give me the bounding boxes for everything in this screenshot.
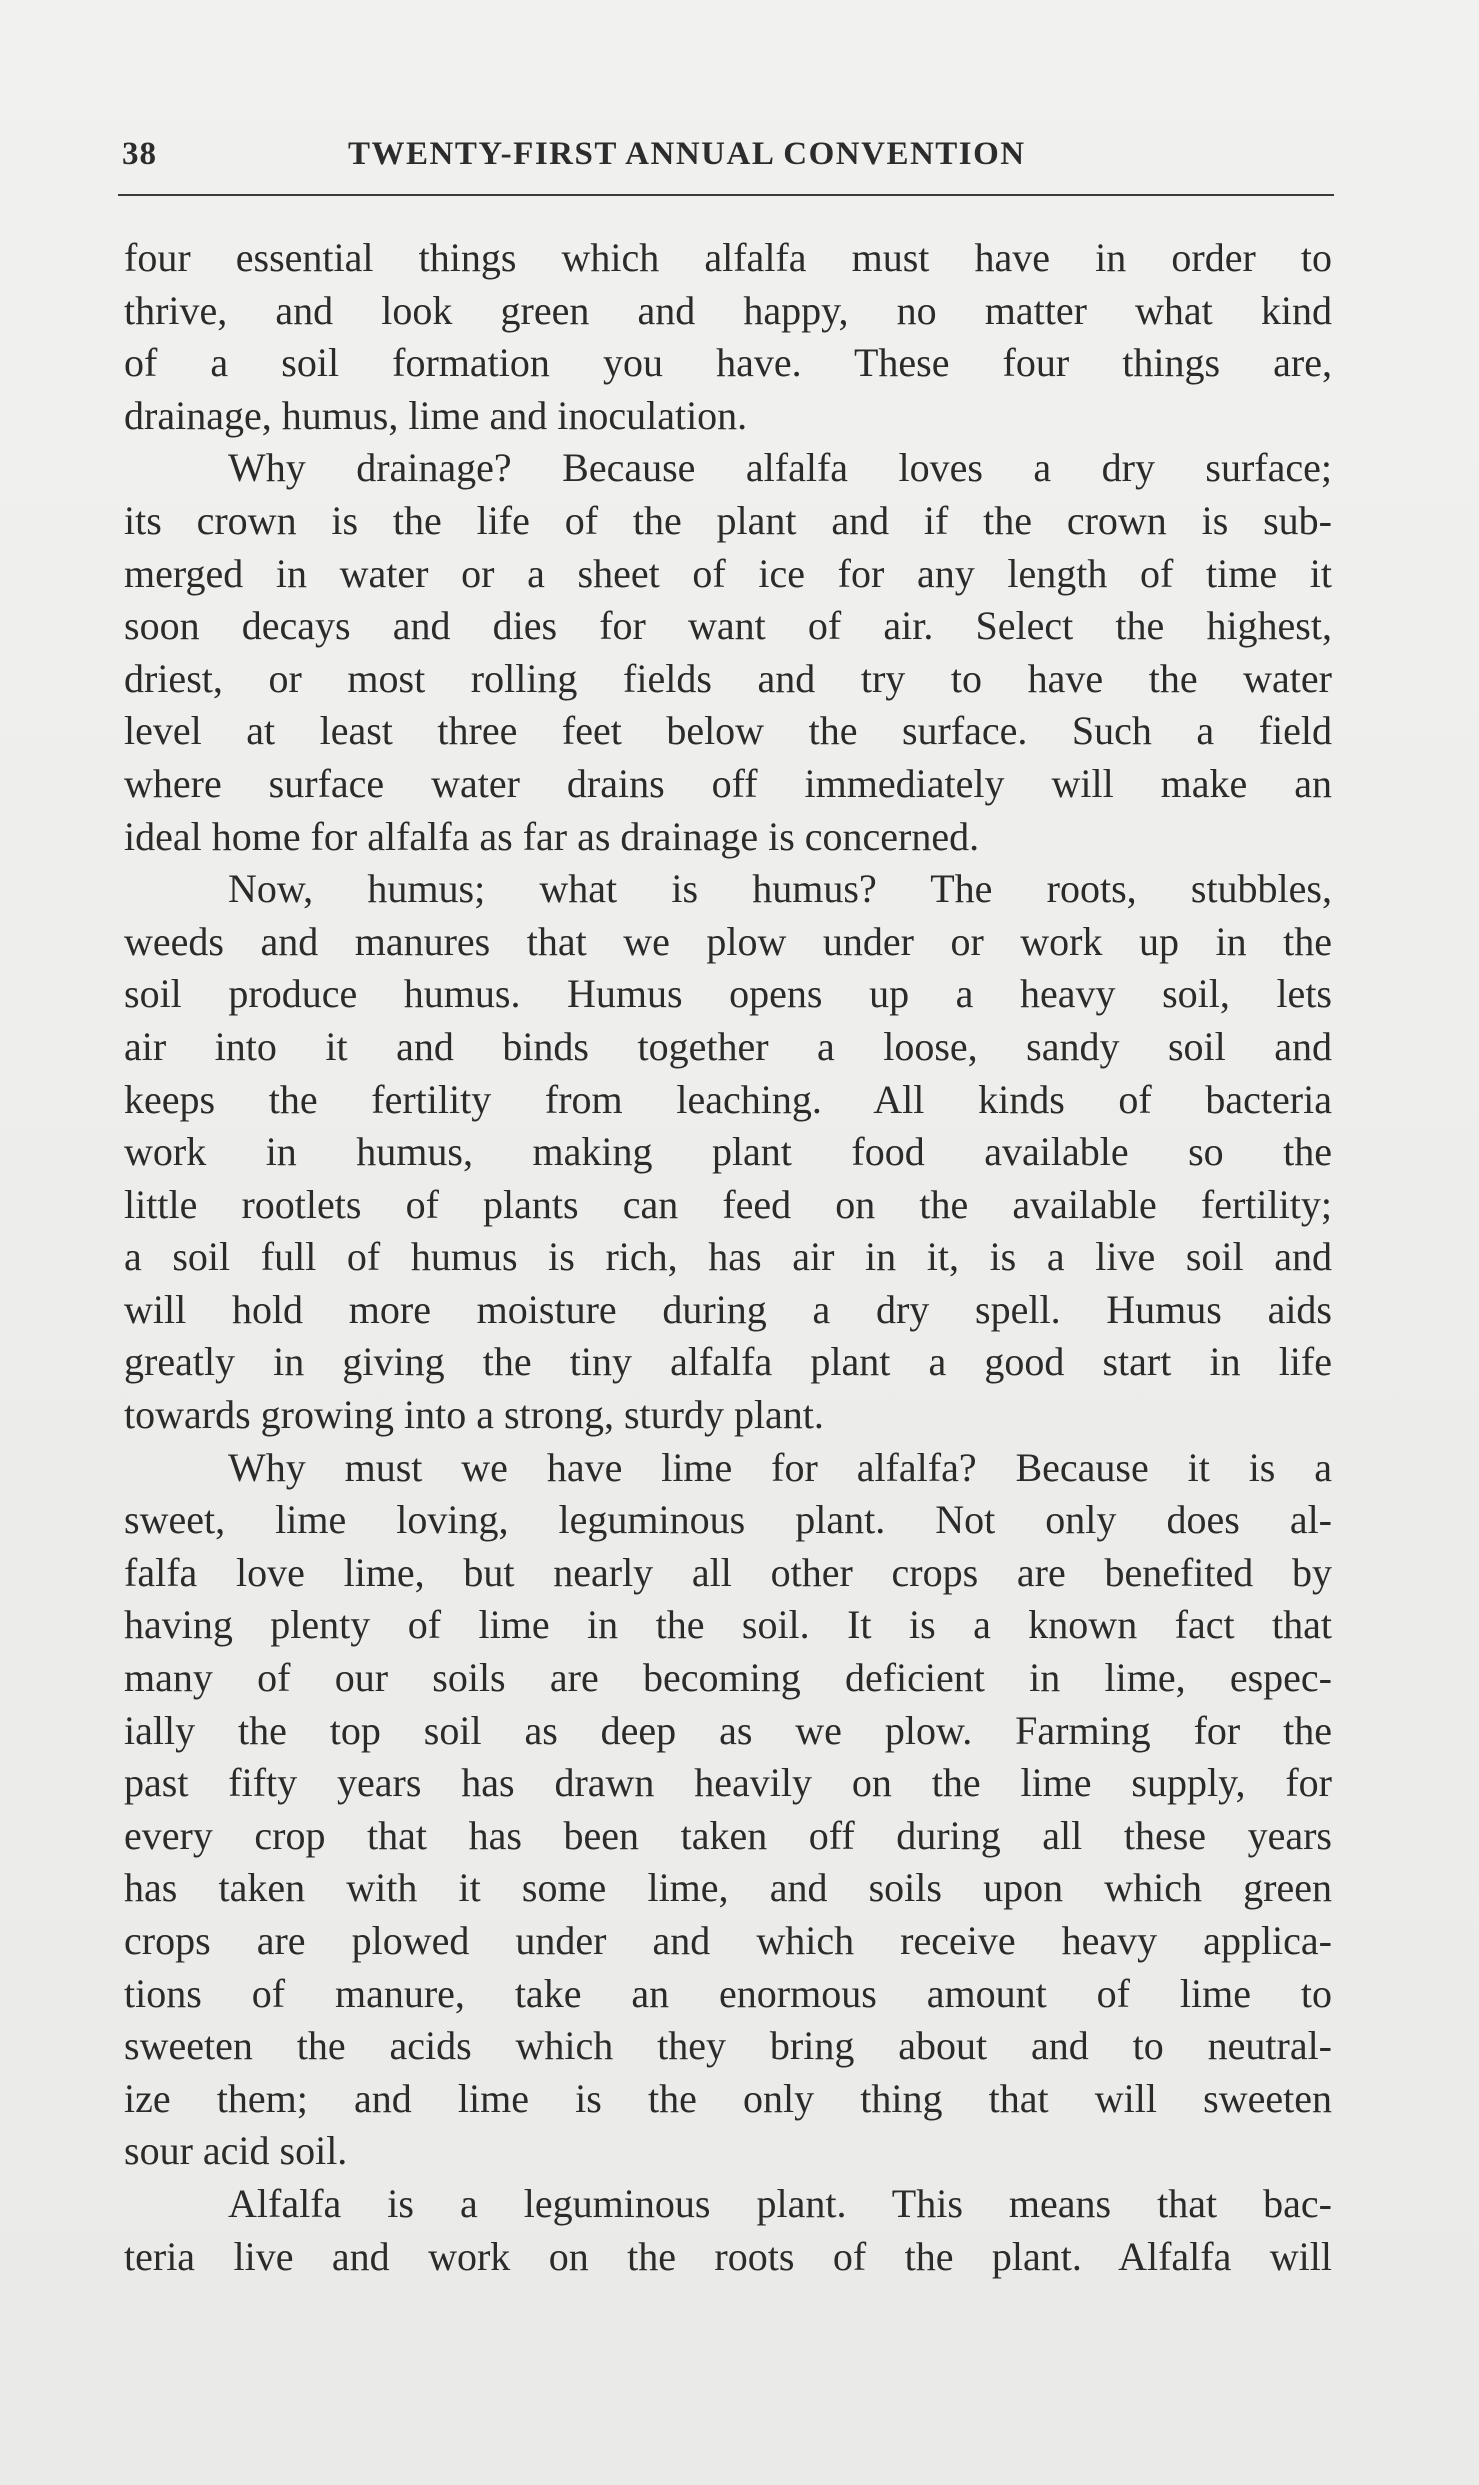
text-line: where surface water drains off immediately will make an	[124, 760, 1332, 806]
page-header	[122, 136, 1334, 188]
text-line: a soil full of humus is rich, has air in it, is a live soil and	[124, 1234, 1332, 1280]
text-line: towards growing into a strong, sturdy plant.	[124, 1392, 824, 1438]
text-line: Now, humus; what is humus? The roots, stubbles,	[228, 866, 1332, 912]
text-line: teria live and work on the roots of the plant. Alfalfa will	[124, 2233, 1332, 2279]
text-line: soon decays and dies for want of air. Select the highest,	[124, 603, 1332, 649]
text-line: four essential things which alfalfa must have in order to	[124, 235, 1332, 280]
text-line: of a soil formation you have. These four things are,	[124, 340, 1332, 386]
text-line: level at least three feet below the surface. Such a field	[124, 708, 1332, 754]
text-line: tions of manure, take an enormous amount of lime to	[124, 1970, 1332, 2016]
text-line: sour acid soil.	[124, 2128, 348, 2174]
header-rule	[118, 194, 1334, 196]
text-line: sweet, lime loving, leguminous plant. Not only does al-	[124, 1497, 1332, 1543]
text-line: past fifty years has drawn heavily on the lime supply, for	[124, 1760, 1332, 1806]
page-number: 38	[122, 136, 157, 172]
text-line: ially the top soil as deep as we plow. Farming for the	[124, 1707, 1332, 1753]
text-line: having plenty of lime in the soil. It is a known fact that	[124, 1602, 1332, 1648]
text-line: Why must we have lime for alfalfa? Because it is a	[228, 1444, 1332, 1490]
text-line: many of our soils are becoming deficient in lime, espec-	[124, 1655, 1332, 1701]
text-line: sweeten the acids which they bring about and to neutral-	[124, 2023, 1332, 2069]
text-line: keeps the fertility from leaching. All kinds of bacteria	[124, 1076, 1332, 1122]
text-line: work in humus, making plant food available so the	[124, 1129, 1332, 1175]
text-line: ize them; and lime is the only thing that will sweeten	[124, 2075, 1332, 2121]
text-line: thrive, and look green and happy, no matter what kind	[124, 287, 1332, 333]
body-text	[124, 232, 1332, 2283]
text-line: merged in water or a sheet of ice for any length of time it	[124, 550, 1332, 596]
text-line: its crown is the life of the plant and if the crown is sub-	[124, 497, 1332, 543]
text-line: air into it and binds together a loose, sandy soil and	[124, 1023, 1332, 1069]
text-line: little rootlets of plants can feed on the available fertility;	[124, 1181, 1332, 1227]
text-line: has taken with it some lime, and soils upon which green	[124, 1865, 1332, 1911]
text-line: will hold more moisture during a dry spell. Humus aids	[124, 1286, 1332, 1332]
text-line: weeds and manures that we plow under or work up in the	[124, 918, 1332, 964]
text-line: Why drainage? Because alfalfa loves a dry surface;	[228, 445, 1332, 491]
text-line: falfa love lime, but nearly all other crops are benefited by	[124, 1549, 1332, 1595]
text-line: driest, or most rolling fields and try to have the water	[124, 655, 1332, 701]
text-line: ideal home for alfalfa as far as drainage is concerned.	[124, 813, 980, 859]
text-line: soil produce humus. Humus opens up a heavy soil, lets	[124, 971, 1332, 1017]
text-line: Alfalfa is a leguminous plant. This means that bac-	[228, 2180, 1332, 2226]
text-line: crops are plowed under and which receive heavy applica-	[124, 1918, 1332, 1963]
text-line: every crop that has been taken off during all these years	[124, 1812, 1332, 1858]
text-line: greatly in giving the tiny alfalfa plant a good start in life	[124, 1339, 1332, 1385]
running-title: TWENTY-FIRST ANNUAL CONVENTION	[348, 136, 1026, 172]
text-line: drainage, humus, lime and inoculation.	[124, 392, 748, 438]
